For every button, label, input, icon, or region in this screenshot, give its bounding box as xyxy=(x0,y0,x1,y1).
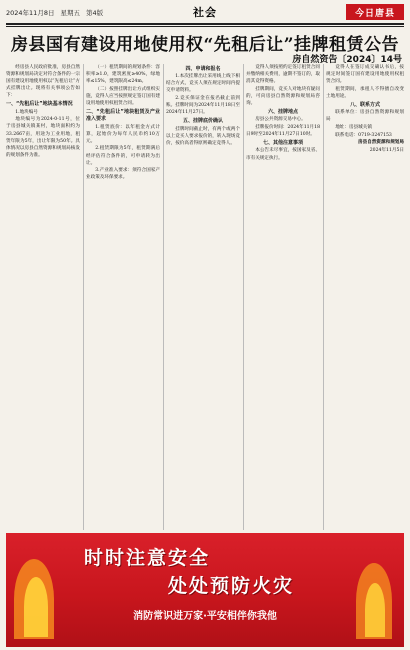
section-title: 社会 xyxy=(193,6,217,19)
paragraph: 2.竞买保证金在报名截止前到账。挂牌时间为2024年11月18日至2024年11月27日。 xyxy=(166,96,240,116)
paragraph: 联系电话：0719-3247153 xyxy=(335,132,392,138)
paragraph: 挂牌期间，竞买人对地块有疑问的，可向房县自然资源和规划局咨询。 xyxy=(246,86,320,107)
banner-slogan-1: 时时注意安全 xyxy=(84,547,211,569)
article-body xyxy=(6,64,404,530)
column-4 xyxy=(246,64,320,530)
column-divider xyxy=(243,64,244,530)
paragraph: 房县公共资源交易中心。 xyxy=(255,117,306,123)
banner-slogan-3: 消防常识进万家·平安相伴你我他 xyxy=(133,611,277,622)
paragraph: 挂牌时间截止时，有两个或两个以上竞买人要求报价的，转入现场竞价，按价高者得原则确定竞得人。 xyxy=(166,126,240,146)
masthead-rule-thin xyxy=(6,26,404,27)
column-divider xyxy=(163,64,164,530)
fire-safety-banner xyxy=(6,533,404,647)
page-number: 第4版 xyxy=(85,8,104,17)
paragraph: 挂牌报价时间：2024年11月18日9时至2024年11月27日10时。 xyxy=(246,125,320,138)
paragraph: （二）按照挂牌出让方式组织实施，竞得人应当按照规定签订国有建设用地使用权租赁合同。 xyxy=(86,86,160,107)
section-heading: 一、“先租后让”地块基本情况 xyxy=(6,100,73,107)
paragraph: 本公告未尽事宜，按国家及省、市有关规定执行。 xyxy=(246,148,320,161)
paragraph: 2.租赁期限为5年，租赁期满后经评估符合条件的，可申请转为出让。 xyxy=(86,146,160,166)
newspaper-logo: 今日唐县 xyxy=(346,4,404,20)
section-heading: 四、申请和报名 xyxy=(185,65,221,72)
column-3 xyxy=(166,64,240,530)
signature-date: 2024年11月5日 xyxy=(369,148,404,154)
column-5 xyxy=(326,64,404,530)
column-2 xyxy=(86,64,160,530)
section-heading: 八、联系方式 xyxy=(349,101,380,108)
paragraph: 竞得人在签订成交确认书后，按规定时间签订国有建设用地使用权租赁合同。 xyxy=(326,65,404,85)
column-1 xyxy=(6,64,80,530)
signature-org: 房县自然资源和规划局 xyxy=(358,140,404,146)
paragraph: 联系单位：房县自然资源和规划局 xyxy=(326,110,404,123)
section-heading: 六、挂牌地点 xyxy=(267,108,298,115)
column-divider xyxy=(323,64,324,530)
banner-slogan-2: 处处预防火灾 xyxy=(168,575,295,597)
article-headline: 房县国有建设用地使用权“先租后让”挂牌租赁公告 xyxy=(10,35,400,55)
paragraph: 1.本次挂牌出让采用线上线下相结合方式，竞买人须在规定时间内提交申请资料。 xyxy=(166,74,240,94)
paragraph: 经房县人民政府批准，房县自然资源和规划局决定对符合条件的一宗国有建设用地使用权以“先租后让”方式挂牌出让。现将有关事项公告如下： xyxy=(6,65,80,99)
paragraph: 竞得人须按照约定签订租赁合同并缴纳相关费用，逾期不签订的，取消其竞得资格。 xyxy=(246,65,320,85)
issue-date: 2024年11月8日 xyxy=(6,8,55,17)
paragraph: 1.地块编号 xyxy=(15,109,38,115)
document-number: 房自然资告〔2024〕14号 xyxy=(292,55,402,65)
masthead xyxy=(6,2,404,22)
section-heading: 七、其他注意事项 xyxy=(262,139,303,146)
paragraph: 3.产业准入要求：须符合国家产业政策及环保要求。 xyxy=(86,168,160,181)
paragraph: 1.租赁底价：以年租金方式计算，起始价为每年人民币约10万元。 xyxy=(86,124,160,144)
section-heading: 五、挂牌底价确认 xyxy=(182,117,223,124)
paragraph: 地块编号为2024-0-11号，位于房县城关镇某村，地块面积约为33.2667亩，用途为工业用地，租赁年限为5年，出让年限为50年。具体情况以房县自然资源和规划局核发的规划条件为准。 xyxy=(6,117,80,158)
column-divider xyxy=(83,64,84,530)
paragraph: （一）租赁期间的规划条件：容积率≥1.0，建筑密度≥40%，绿地率≤15%，建筑限高≤24m。 xyxy=(86,65,160,85)
issue-weekday: 星期五 xyxy=(60,8,80,17)
section-heading: 二、“先租后让”地块租赁及产业准入要求 xyxy=(86,108,160,122)
masthead-rule-thick xyxy=(6,23,404,25)
paragraph: 租赁期间，承租人不得擅自改变土地用途。 xyxy=(326,86,404,99)
paragraph: 地址：房县城关镇 xyxy=(335,125,372,131)
